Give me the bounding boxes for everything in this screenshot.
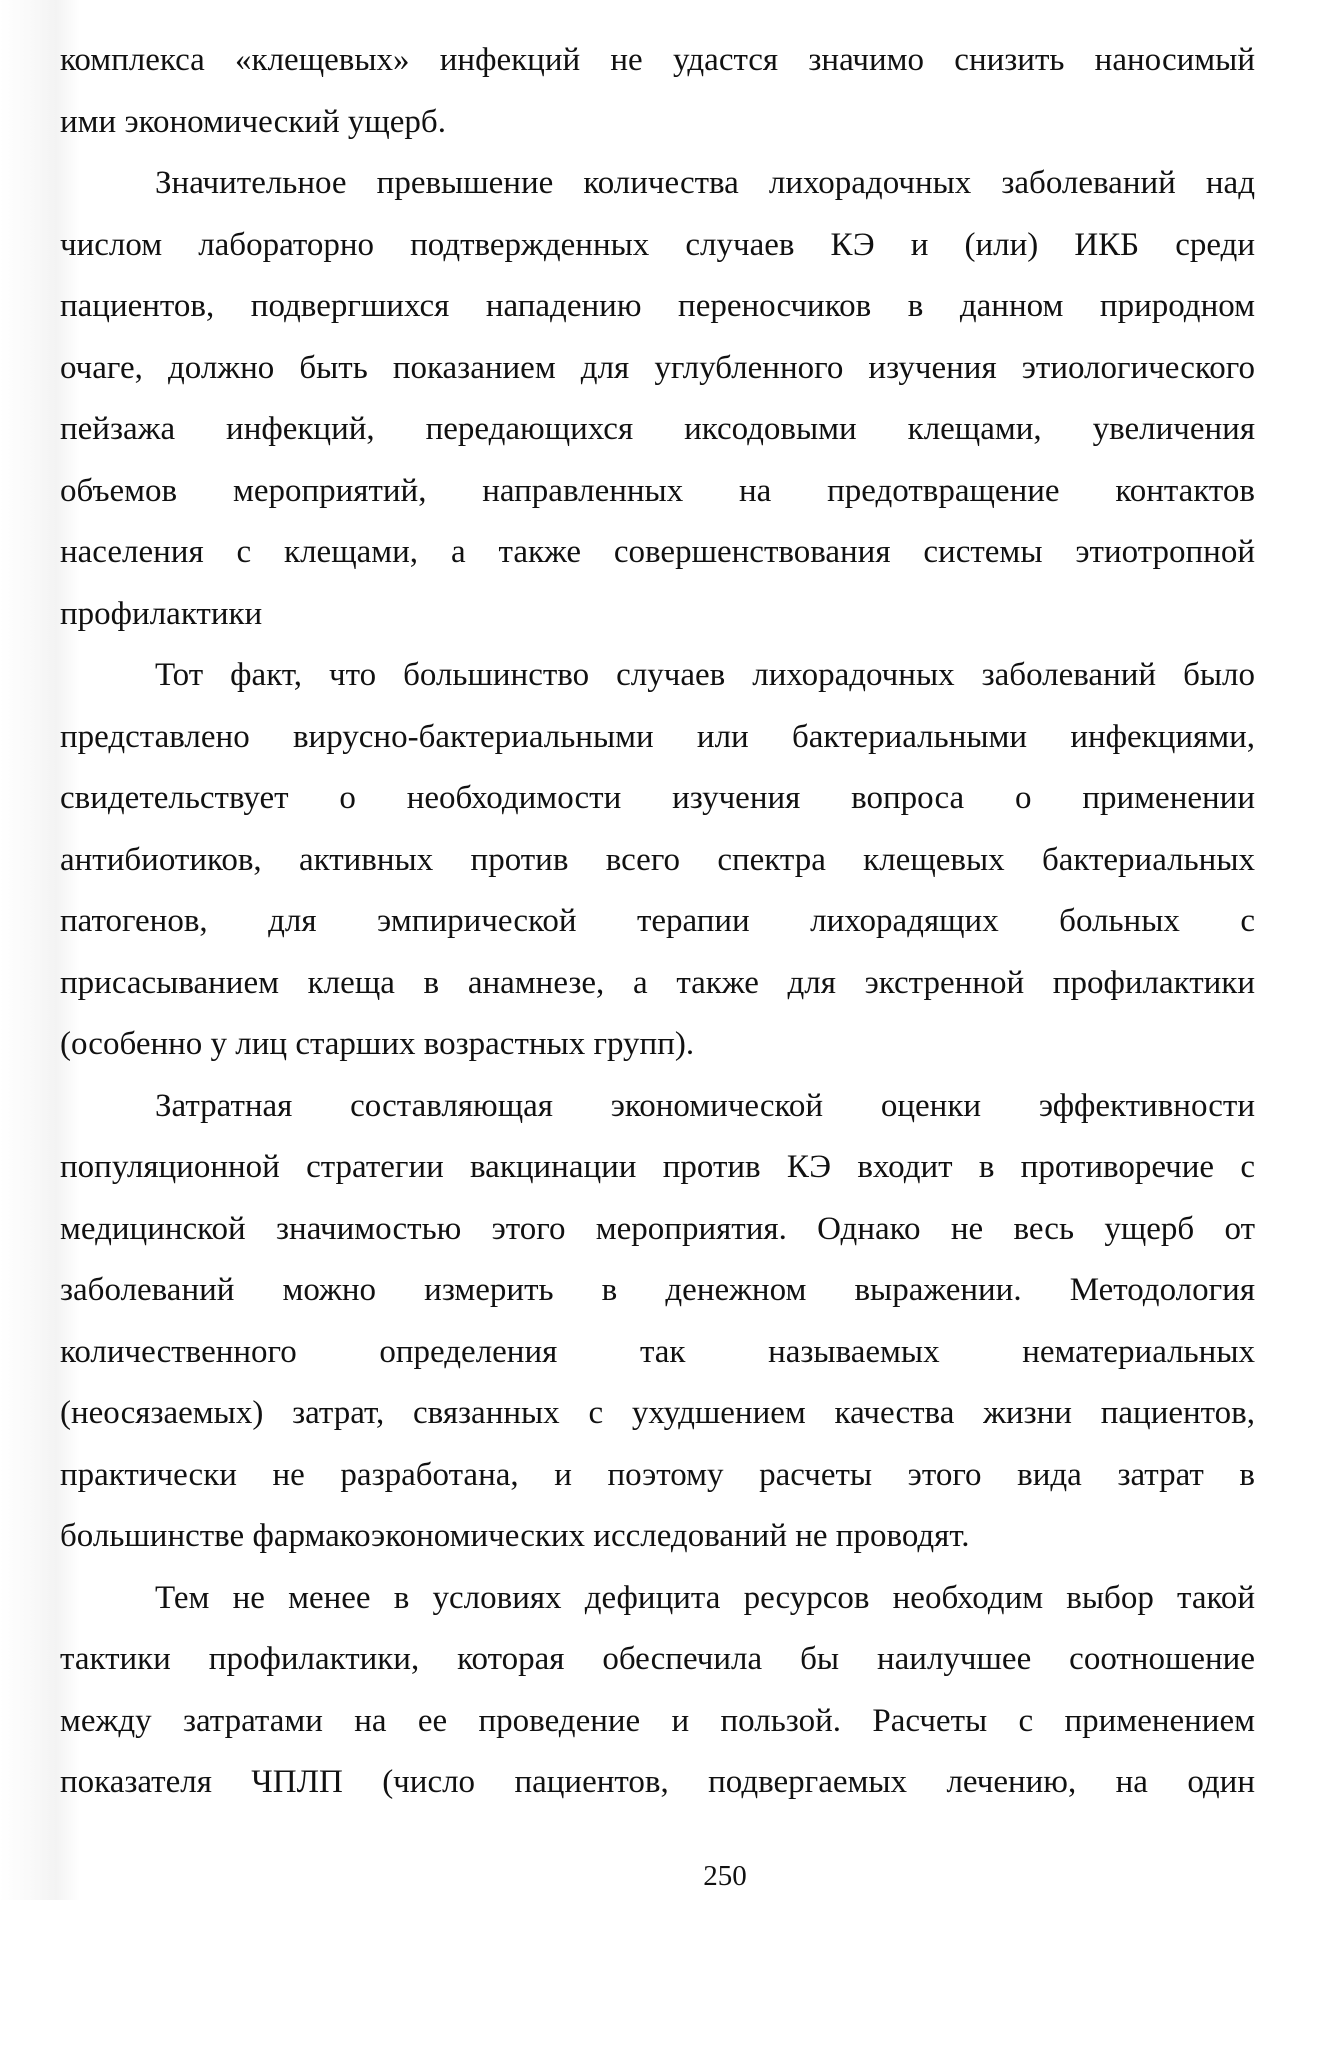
text-line: Значительное превышение количества лихорадочных заболеваний над (155, 165, 1255, 201)
text-line: (неосязаемых) затрат, связанных с ухудшением качества жизни пациентов, (60, 1395, 1255, 1431)
text-line: ими экономический ущерб. (60, 103, 446, 140)
text-line: Тем не менее в условиях дефицита ресурсов необходим выбор такой (155, 1579, 1255, 1616)
text-line: количественного определения так называемых нематериальных (60, 1333, 1255, 1370)
paragraph-5 (60, 1568, 1255, 1814)
text-line: популяционной стратегии вакцинации против КЭ входит в противоречие с (60, 1149, 1255, 1185)
text-line: практически не разработана, и поэтому расчеты этого вида затрат в (60, 1456, 1255, 1493)
paragraph-1 (60, 30, 1255, 153)
text-line: Тот факт, что большинство случаев лихорадочных заболеваний было (155, 657, 1255, 693)
paragraph-2 (60, 153, 1255, 645)
text-line: заболеваний можно измерить в денежном выражении. Методология (60, 1272, 1255, 1308)
text-line: пациентов, подвергшихся нападению переносчиков в данном природном (60, 288, 1255, 324)
text-line: (особенно у лиц старших возрастных групп). (60, 1026, 695, 1062)
text-line: большинстве фармакоэкономических исследований не проводят. (60, 1518, 970, 1554)
text-line: антибиотиков, активных против всего спектра клещевых бактериальных (60, 841, 1255, 878)
text-line: населения с клещами, а также совершенствования системы этиотропной (60, 534, 1255, 570)
paragraph-3 (60, 645, 1255, 1076)
text-line: представлено вирусно-бактериальными или бактериальными инфекциями, (60, 718, 1255, 755)
page-number: 250 (703, 1860, 747, 1892)
text-line: тактики профилактики, которая обеспечила бы наилучшее соотношение (60, 1641, 1255, 1677)
text-line: Затратная составляющая экономической оценки эффективности (155, 1087, 1255, 1124)
text-line: числом лабораторно подтвержденных случаев КЭ и (или) ИКБ среди (60, 226, 1255, 263)
text-line: очаге, должно быть показанием для углубленного изучения этиологического (60, 349, 1255, 386)
text-line: объемов мероприятий, направленных на предотвращение контактов (60, 472, 1255, 509)
text-line: профилактики (60, 595, 263, 632)
text-line: показателя ЧПЛП (число пациентов, подвергаемых лечению, на один (60, 1764, 1255, 1800)
paragraph-4 (60, 1076, 1255, 1568)
document-page (60, 30, 1255, 1814)
text-line: между затратами на ее проведение и пользой. Расчеты с применением (60, 1702, 1255, 1739)
text-line: медицинской значимостью этого мероприятия. Однако не весь ущерб от (60, 1210, 1255, 1247)
text-line: патогенов, для эмпирической терапии лихорадящих больных с (60, 903, 1255, 939)
text-line: пейзажа инфекций, передающихся иксодовыми клещами, увеличения (60, 411, 1255, 447)
text-line: присасыванием клеща в анамнезе, а также для экстренной профилактики (60, 964, 1255, 1001)
text-line: комплекса «клещевых» инфекций не удастся значимо снизить наносимый (60, 42, 1255, 78)
text-line: свидетельствует о необходимости изучения вопроса о применении (60, 780, 1255, 816)
